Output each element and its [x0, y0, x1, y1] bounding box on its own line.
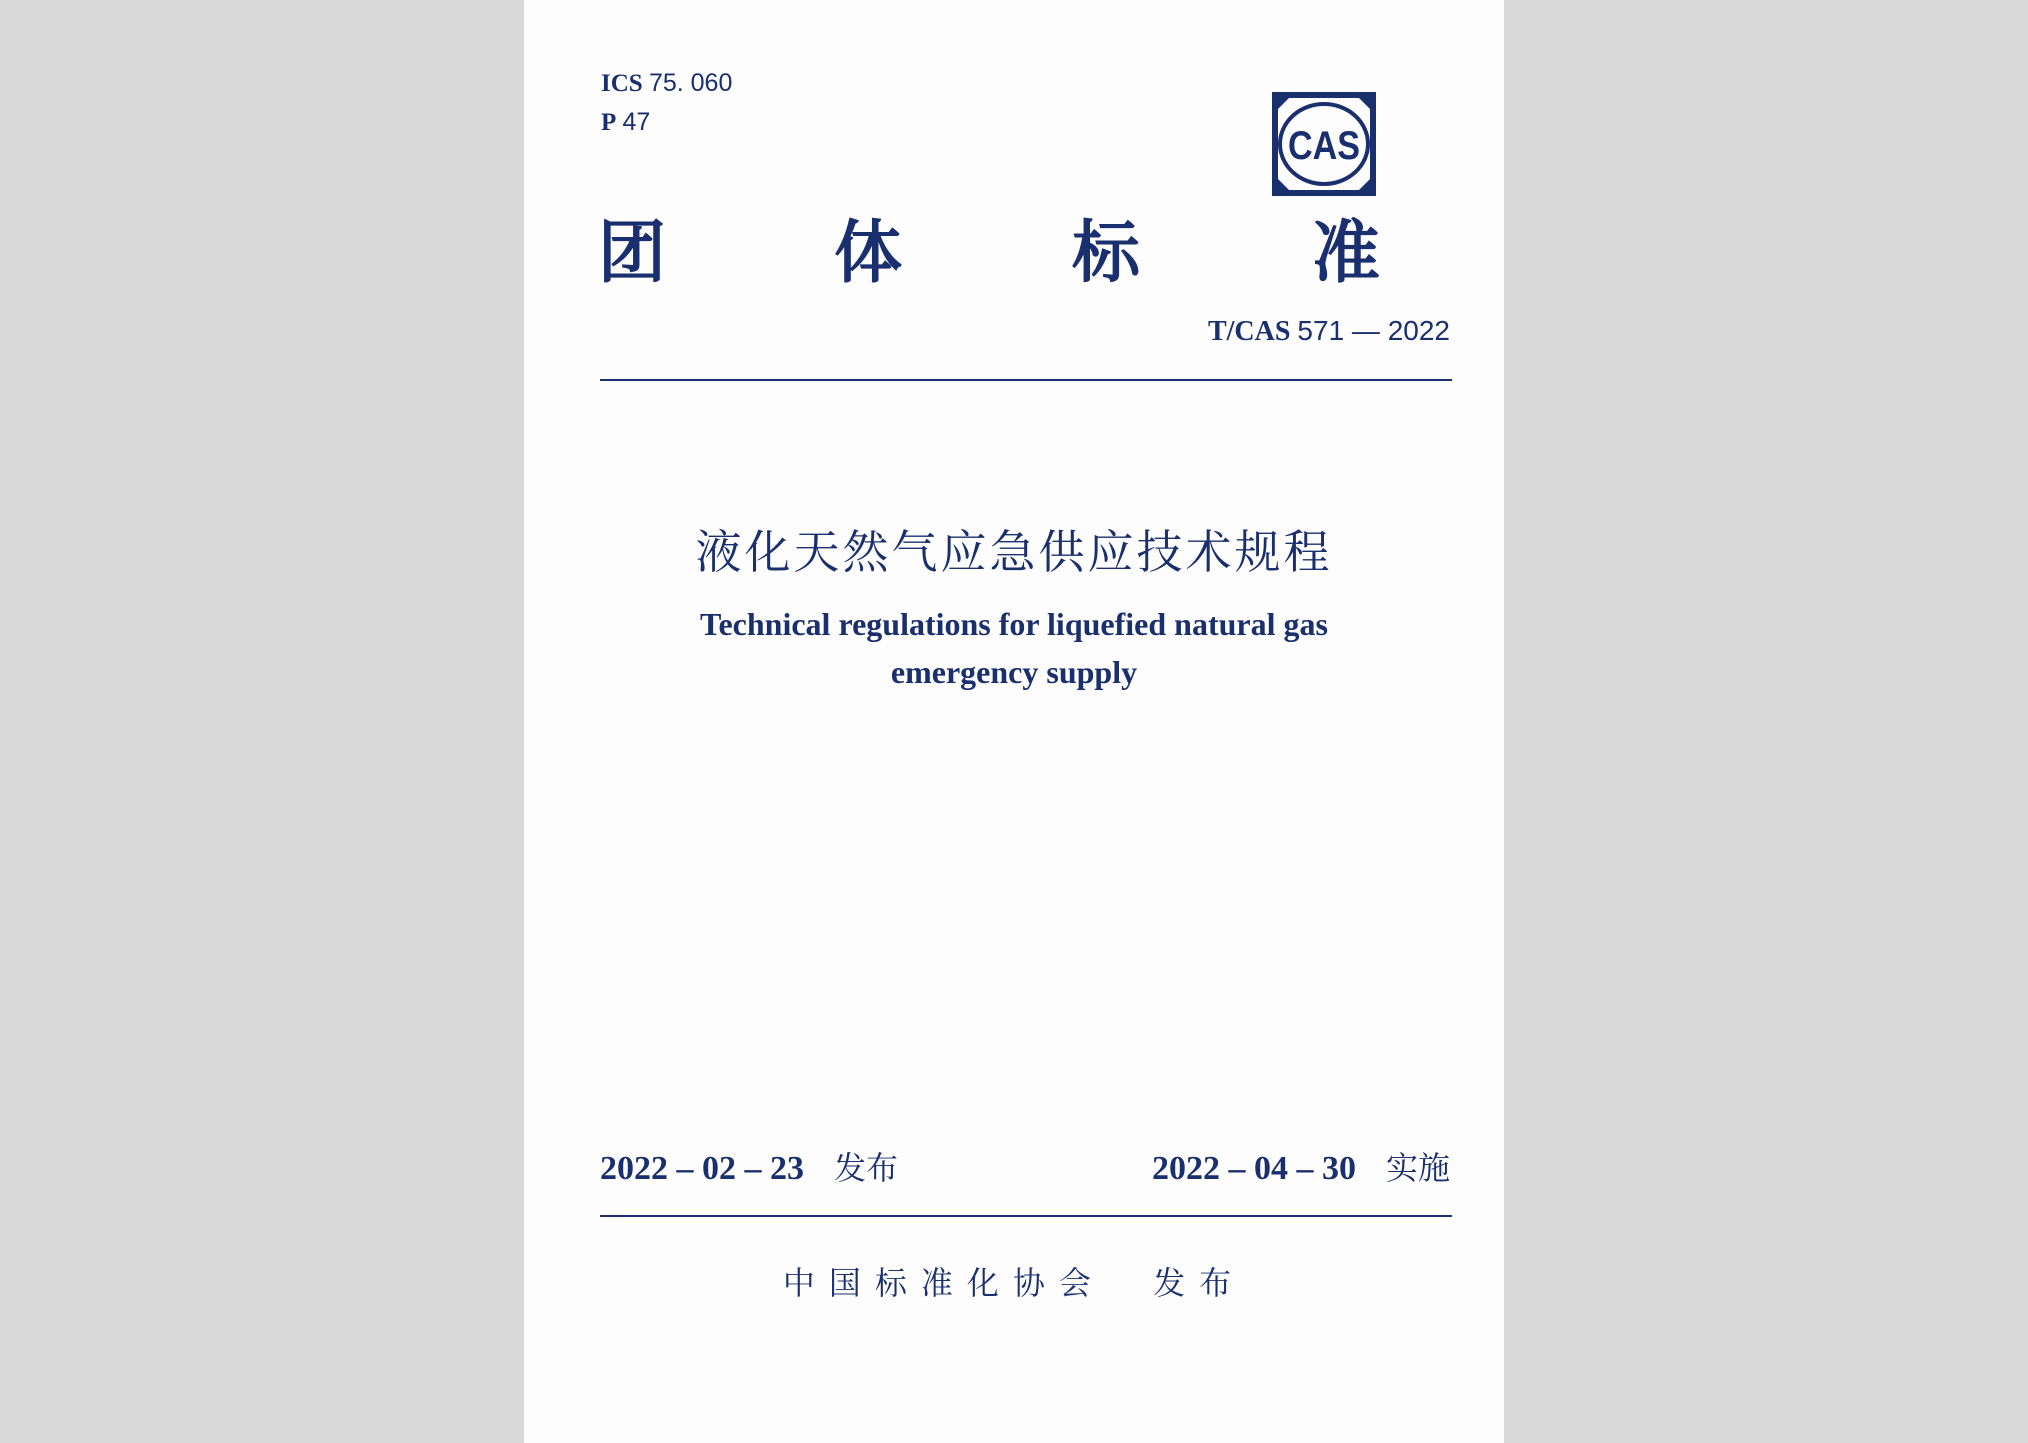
category-char: 体	[834, 214, 903, 293]
effective-date: 2022 – 04 – 30	[1151, 1150, 1356, 1187]
publisher: 中国标准化协会 发布	[782, 1264, 1246, 1302]
category-char: 准	[1312, 214, 1381, 293]
bottom-divider	[600, 1215, 1452, 1217]
issue-date: 2022 – 02 – 23	[600, 1150, 804, 1187]
cas-logo	[1272, 92, 1376, 196]
ics-code	[601, 64, 732, 103]
chinese-title: 液化天然气应急供应技术规程	[695, 525, 1333, 579]
logo-text: CAS	[1288, 124, 1360, 168]
issue-label: 发布	[834, 1149, 899, 1187]
standard-prefix: T/CAS	[1207, 316, 1291, 347]
effective-label: 实施	[1385, 1149, 1450, 1187]
effective-date-row	[1152, 1144, 1450, 1192]
category-number: 47	[622, 108, 651, 136]
ics-label: ICS	[601, 70, 643, 97]
standard-category	[584, 212, 1464, 296]
english-title-line: emergency supply	[890, 654, 1138, 690]
english-title-line: Technical regulations for liquefied natural gas	[700, 606, 1328, 642]
document-cover	[524, 0, 1504, 1443]
ics-number: 75. 060	[648, 69, 733, 97]
english-title	[524, 600, 1504, 696]
top-divider	[600, 379, 1452, 381]
category-label: P	[601, 109, 617, 136]
classification-codes	[601, 64, 732, 142]
issue-date-row	[600, 1144, 898, 1192]
category-char: 标	[1072, 214, 1141, 293]
standard-code: 571 — 2022	[1297, 315, 1450, 346]
category-code	[601, 103, 732, 142]
category-char: 团	[598, 214, 667, 293]
standard-number	[1208, 315, 1450, 348]
